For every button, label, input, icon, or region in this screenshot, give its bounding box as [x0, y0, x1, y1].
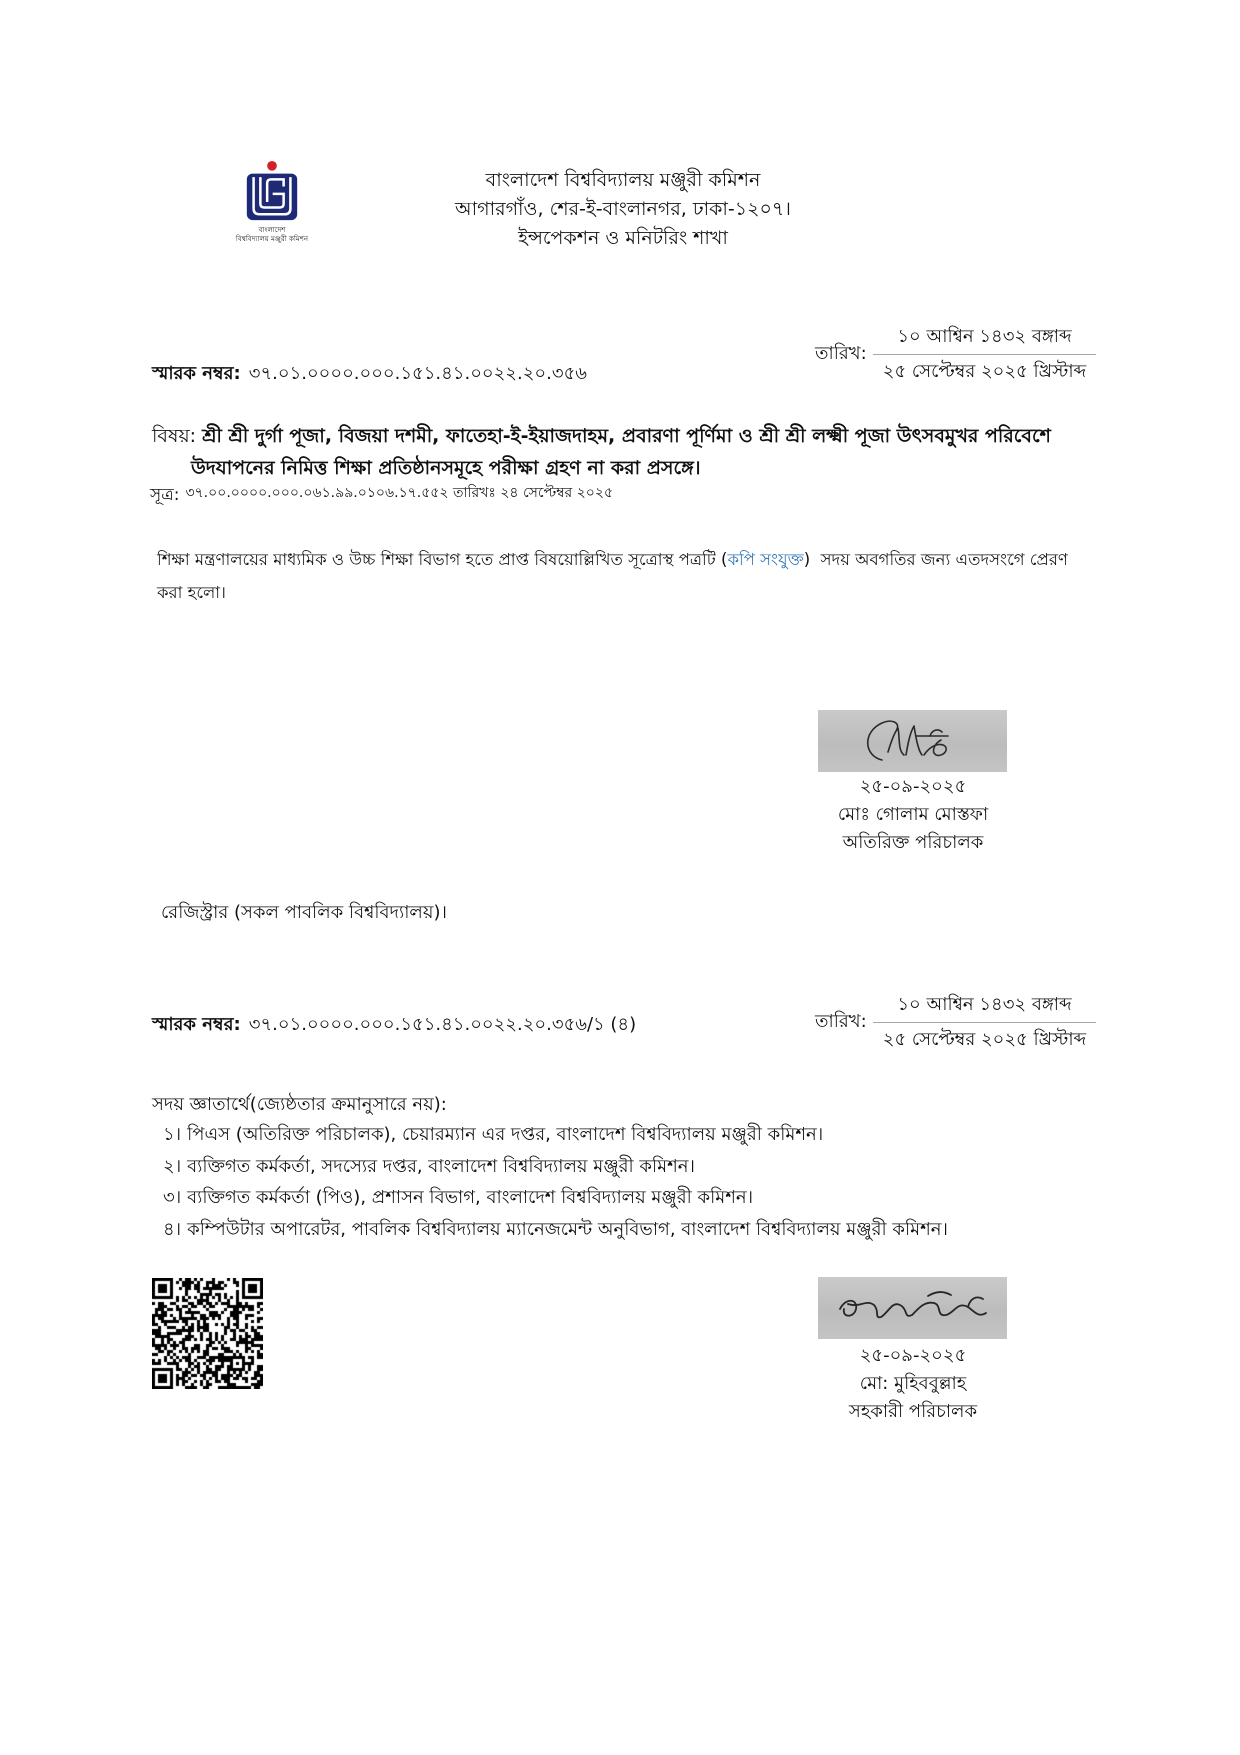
reference-text: ৩৭.০০.০০০০.০০০.০৬১.৯৯.০১০৬.১৭.৫৫২ তারিখঃ ২৪ সেপ্টেম্বর ২০২৫ — [185, 485, 614, 501]
signatory-1-designation: অতিরিক্ত পরিচালক — [842, 832, 984, 853]
date-gregorian: ২৫ সেপ্টেম্বর ২০২৫ খ্রিস্টাব্দ — [882, 361, 1087, 382]
memo-date — [815, 320, 1096, 389]
section-name: ইন্সপেকশন ও মনিটরিং শাখা — [518, 227, 728, 249]
organization-address: আগারগাঁও, শের-ই-বাংলানগর, ঢাকা-১২০৭। — [455, 198, 791, 220]
reference-label: সূত্র: — [150, 485, 180, 505]
subject — [152, 420, 1090, 484]
date-bangla: ১০ আশ্বিন ১৪৩২ বঙ্গাব্দ — [873, 320, 1096, 355]
list-item — [163, 1182, 1088, 1214]
copy-memo-number-label: স্মারক নম্বর: — [152, 1014, 241, 1035]
copy-date-bangla: ১০ আশ্বিন ১৪৩২ বঙ্গাব্দ — [873, 988, 1096, 1023]
copies-heading: সদয় জ্ঞাতার্থে(জ্যেষ্ঠতার ক্রমানুসারে নয়): — [152, 1094, 447, 1115]
list-item-text: কম্পিউটার অপারেটর, পাবলিক বিশ্ববিদ্যালয় ম্যানেজমেন্ট অনুবিভাগ, বাংলাদেশ বিশ্ববিদ্যালয় মঞ্জুরী কমিশন। — [187, 1218, 948, 1240]
recipient: রেজিস্ট্রার (সকল পাবলিক বিশ্ববিদ্যালয়)। — [161, 902, 447, 923]
body-text-before: শিক্ষা মন্ত্রণালয়ের মাধ্যমিক ও উচ্চ শিক্ষা বিভাগ হতে প্রাপ্ত বিষয়োল্লিখিত সূত্রোস্থ পত্রটি ( — [157, 550, 728, 569]
organization-name: বাংলাদেশ বিশ্ববিদ্যালয় মঞ্জুরী কমিশন — [485, 169, 761, 191]
copy-memo-date — [815, 988, 1096, 1057]
logo-red-dot — [267, 161, 277, 171]
logo-caption-line1: বাংলাদেশ — [258, 226, 286, 234]
ugc-logo — [224, 160, 320, 250]
signatory-2 — [813, 1342, 1013, 1426]
signature-2-date: ২৫-০৯-২০২৫ — [859, 1345, 967, 1366]
list-item — [163, 1214, 1088, 1246]
signature-2-scribble — [818, 1277, 1007, 1339]
subject-text: শ্রী শ্রী দুর্গা পূজা, বিজয়া দশমী, ফাতেহা-ই-ইয়াজদাহম, প্রবারণা পূর্ণিমা ও শ্রী শ্রী লক্ষ্মী পূজা উৎসবমুখর পরিবেশে উদযাপনের নিমিত্ত শিক্ষা প্রতিষ্ঠানসমূহে পরীক্ষা গ্রহণ না করা প্রসঙ্গে। — [191, 425, 1051, 479]
copy-date-gregorian: ২৫ সেপ্টেম্বর ২০২৫ খ্রিস্টাব্দ — [882, 1029, 1087, 1050]
signatory-1 — [813, 773, 1013, 857]
list-item-number: ১। — [163, 1124, 182, 1145]
list-item-number: ৪। — [163, 1218, 182, 1240]
copy-date-values — [873, 988, 1096, 1057]
logo-caption-line2: বিশ্ববিদ্যালয় মঞ্জুরী কমিশন — [235, 235, 309, 243]
letter-body — [157, 543, 1092, 609]
signature-1 — [818, 710, 1007, 772]
attachment-link[interactable]: কপি সংযুক্ত — [727, 550, 804, 569]
date-label: তারিখ: — [815, 343, 867, 364]
memo-number-label: স্মারক নম্বর: — [152, 363, 241, 384]
body-text-after: ) সদয় অবগতির জন্য এতদসংগে প্রেরণ করা হলো। — [157, 550, 1074, 602]
memo-number: ৩৭.০১.০০০০.০০০.১৫১.৪১.০০২২.২০.৩৫৬ — [248, 363, 587, 384]
copy-memo-number: ৩৭.০১.০০০০.০০০.১৫১.৪১.০০২২.২০.৩৫৬/১ (৪) — [248, 1014, 637, 1035]
signature-2 — [818, 1277, 1007, 1339]
signatory-2-name: মো: মুহিববুল্লাহ — [859, 1373, 967, 1394]
copy-memo-number-line — [152, 1011, 636, 1039]
letterhead — [373, 166, 873, 253]
signature-1-date: ২৫-০৯-২০২৫ — [859, 776, 967, 797]
list-item-text: পিএস (অতিরিক্ত পরিচালক), চেয়ারম্যান এর দপ্তর, বাংলাদেশ বিশ্ববিদ্যালয় মঞ্জুরী কমিশন। — [187, 1124, 824, 1145]
list-item-number: ৩। — [163, 1187, 182, 1208]
copy-date-label: তারিখ: — [815, 1011, 867, 1032]
signature-1-scribble — [818, 710, 1007, 772]
list-item-number: ২। — [163, 1155, 182, 1177]
signatory-1-name: মোঃ গোলাম মোস্তফা — [837, 804, 989, 825]
signatory-2-designation: সহকারী পরিচালক — [848, 1401, 978, 1422]
qr-code — [152, 1278, 263, 1389]
list-item-text: ব্যক্তিগত কর্মকর্তা, সদস্যের দপ্তর, বাংলাদেশ বিশ্ববিদ্যালয় মঞ্জুরী কমিশন। — [187, 1155, 695, 1177]
reference — [150, 480, 1090, 505]
subject-label: বিষয়: — [152, 425, 197, 447]
memo-number-line — [152, 360, 587, 388]
list-item — [163, 1119, 1088, 1151]
list-item-text: ব্যক্তিগত কর্মকর্তা (পিও), প্রশাসন বিভাগ, বাংলাদেশ বিশ্ববিদ্যালয় মঞ্জুরী কমিশন। — [187, 1187, 754, 1208]
date-values — [873, 320, 1096, 389]
ugc-logo-icon — [241, 160, 303, 222]
list-item — [163, 1151, 1088, 1183]
copies-list — [163, 1119, 1088, 1245]
